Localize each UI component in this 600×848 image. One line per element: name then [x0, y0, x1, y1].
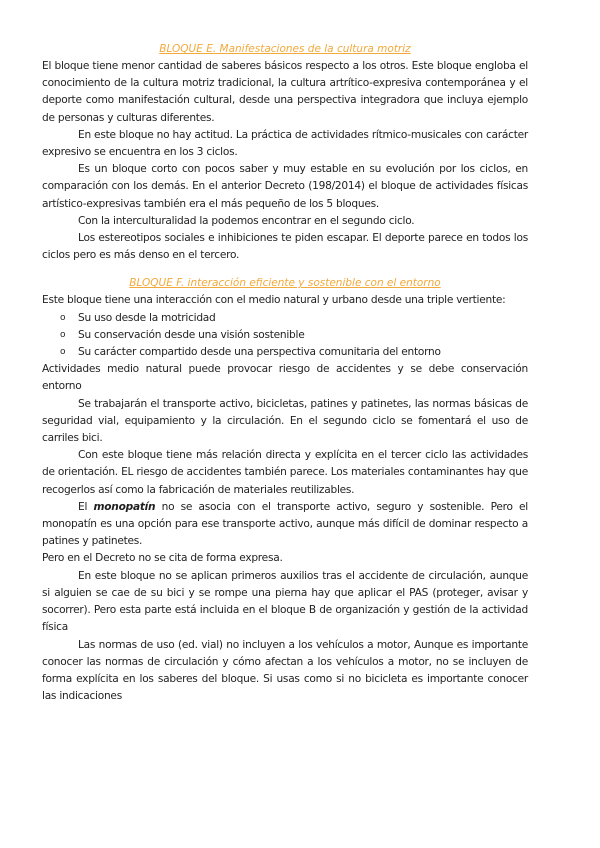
list-item-text: Su uso desde la motricidad: [78, 311, 216, 324]
section-f-intro: Este bloque tiene una interacción con el medio natural y urbano desde una triple vertiente:: [42, 294, 506, 307]
section-f-paragraph-first-aid: En este bloque no se aplican primeros auxilios tras el accidente de circulación, aunque si alguien se cae de su bici y se rompe una pierna hay que aplicar el PAS (proteger, avisar y socorrer). Pero esta parte está incluida en el bloque B de organización y gestión de la actividad física: [42, 569, 528, 634]
list-item: [60, 327, 528, 344]
bullet-circle-icon: o: [60, 347, 66, 358]
monopatin-emphasis: monopatín: [93, 500, 156, 513]
list-item: [60, 344, 528, 361]
section-e-paragraph-1: El bloque tiene menor cantidad de saberes básicos respecto a los otros. Este bloque engloba el conocimiento de la cultura motriz tradicional, la cultura artrítico-expresiva contemporánea y el deporte como manifestación cultural, desde una perspectiva integradora que incluya ejemplo de personas y culturas diferentes.: [42, 60, 528, 124]
list-item-text: Su carácter compartido desde una perspectiva comunitaria del entorno: [78, 346, 441, 359]
monopatin-text-pre: El: [78, 500, 94, 513]
list-item-text: Su conservación desde una visión sostenible: [78, 328, 305, 341]
section-f-paragraph-decreto: Pero en el Decreto no se cita de forma expresa.: [42, 552, 283, 565]
bullet-circle-icon: o: [60, 329, 66, 340]
monopatin-text-post: no se asocia con el transporte activo, seguro y sostenible. Pero el monopatín es una opción para ese transporte activo, aunque más difícil de dominar respecto a patines y patinetes.: [42, 500, 528, 548]
bullet-circle-icon: o: [60, 312, 66, 323]
section-f-heading: BLOQUE F. interacción eficiente y sostenible con el entorno: [129, 277, 441, 290]
section-f-paragraph-transport: Se trabajarán el transporte activo, bicicletas, patines y patinetes, las normas básicas de seguridad vial, equipamiento y la circulación. En el segundo ciclo se fomentará el uso de carriles bici.: [42, 397, 528, 445]
section-e-paragraph-4: Con la interculturalidad la podemos encontrar en el segundo ciclo.: [78, 214, 415, 227]
section-f-paragraph-after-list: Actividades medio natural puede provocar riesgo de accidentes y se debe conservación entorno: [42, 363, 528, 393]
section-f-paragraph-orientation: Con este bloque tiene más relación directa y explícita en el tercer ciclo las actividades de orientación. EL riesgo de accidentes también parece. Los materiales contaminantes hay que recogerlos así como la fabricación de materiales reutilizables.: [42, 449, 528, 496]
section-e-paragraph-2: En este bloque no hay actitud. La práctica de actividades rítmico-musicales con carácter expresivo se encuentra en los 3 ciclos.: [42, 128, 528, 159]
section-f-paragraph-road-rules: Las normas de uso (ed. vial) no incluyen a los vehículos a motor, Aunque es importante conocer las normas de circulación y cómo afectan a los vehículos a motor, no se incluyen de forma explícita en los saberes del bloque. Si usas como si no bicicleta es importante conocer las indicaciones: [42, 638, 528, 703]
section-e-heading: BLOQUE E. Manifestaciones de la cultura motriz: [159, 43, 411, 55]
document-body: [42, 40, 528, 705]
section-f-bullet-list: [42, 310, 528, 362]
section-e-paragraph-3: Es un bloque corto con pocos saber y muy estable en su evolución por los ciclos, en comparación con los demás. En el anterior Decreto (198/2014) el bloque de actividades físicas artístico-expresivas también era el más pequeño de los 5 bloques.: [42, 163, 528, 210]
section-e-paragraph-5: Los estereotipos sociales e inhibiciones te piden escapar. El deporte parece en todos los ciclos pero es más denso en el tercero.: [42, 232, 528, 262]
list-item: [60, 310, 528, 327]
section-f-paragraph-monopatin: [42, 499, 528, 551]
